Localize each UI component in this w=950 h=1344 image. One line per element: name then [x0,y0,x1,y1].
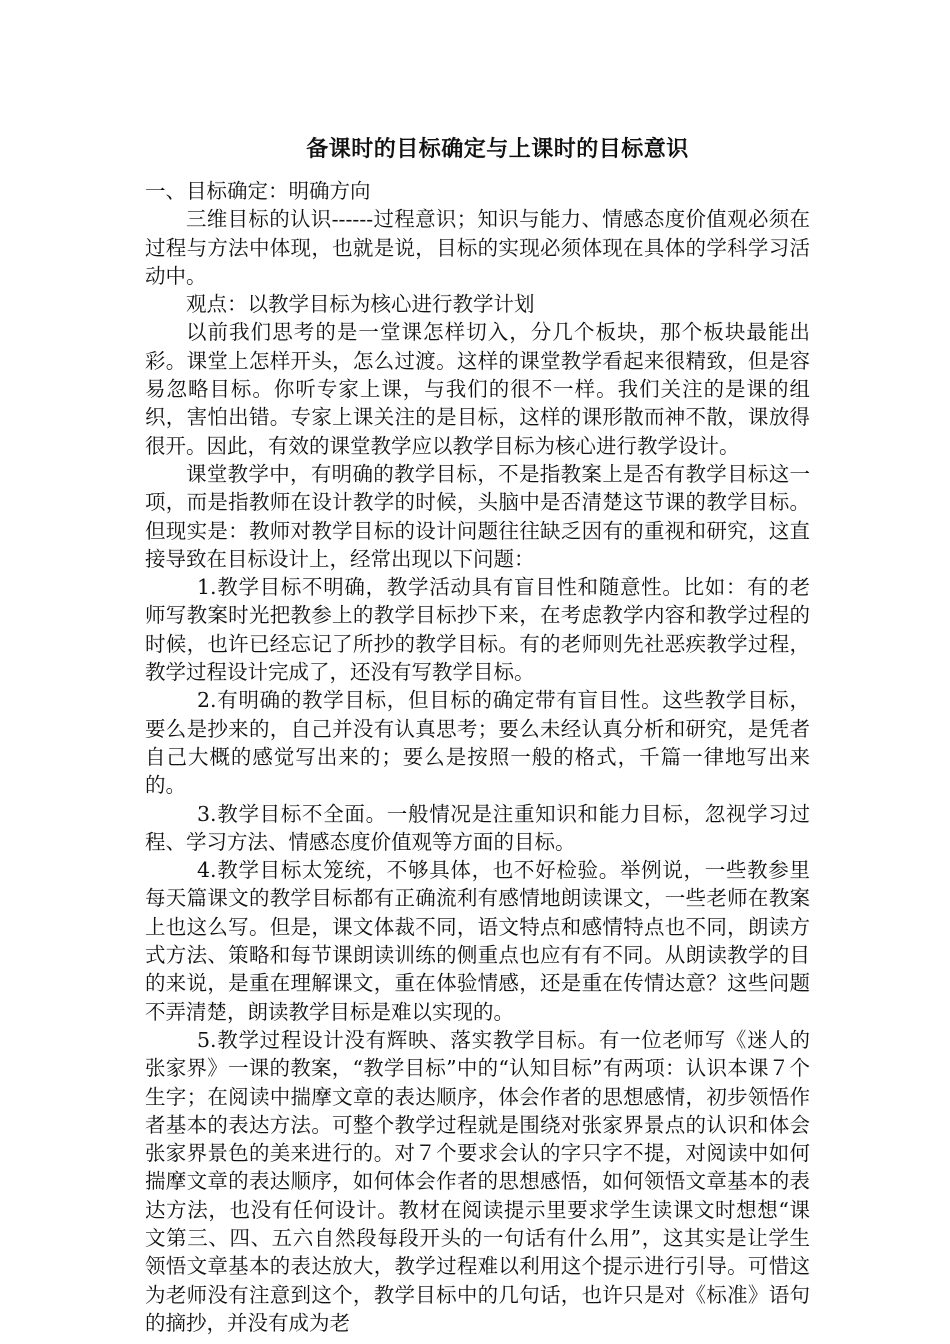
numbered-item-5: 5.教学过程设计没有辉映、落实教学目标。有一位老师写《迷人的张家界》一课的教案，“教学目标”中的“认知目标”有两项：认识本课７个生字；在阅读中揣摩文章的表达顺序，体会作者的思想感情，初步领悟作者基本的表达方法。可整个教学过程就是围绕对张家界景点的认识和体会张家界景色的美来进行的。对７个要求会认的字只字不提，对阅读中如何揣摩文章的表达顺序，如何体会作者的思想感悟，如何领悟文章基本的表达方法，也没有任何设计。教材在阅读提示里要求学生读课文时想想“课文第三、四、五六自然段每段开头的一句话有什么用”，这其实是让学生领悟文章基本的表达放大，教学过程难以利用这个提示进行引导。可惜这为老师没有注意到这个，教学目标中的几句话，也许只是对《标准》语句的摘抄，并没有成为老 [145,1027,810,1335]
numbered-item-2: 2.有明确的教学目标，但目标的确定带有盲目性。这些教学目标，要么是抄来的，自己并没有认真思考；要么未经认真分析和研究，是凭者自己大概的感觉写出来的；要么是按照一般的格式，千篇一律地写出来的。 [145,688,810,798]
paragraph-past-thinking: 以前我们思考的是一堂课怎样切入，分几个板块，那个板块最能出彩。课堂上怎样开头，怎么过渡。这样的课堂教学看起来很精致，但是容易忽略目标。你听专家上课，与我们的很不一样。我们关注的是课的组织，害怕出错。专家上课关注的是目标，这样的课形散而神不散，课放得很开。因此，有效的课堂教学应以教学目标为核心进行教学设计。 [145,320,810,458]
section-heading: 一、目标确定：明确方向 [145,179,371,203]
document-body [145,133,810,1337]
paragraph-classroom-goals: 课堂教学中，有明确的教学目标，不是指教案上是否有教学目标这一项，而是指教师在设计教学的时候，头脑中是否清楚这节课的教学目标。但现实是：教师对教学目标的设计问题往往缺乏因有的重视和研究，这直接导致在目标设计上，经常出现以下问题： [145,461,810,571]
numbered-item-1: 1.教学目标不明确，教学活动具有盲目性和随意性。比如：有的老师写教案时光把教参上的教学目标抄下来，在考虑教学内容和教学过程的时候，也许已经忘记了所抄的教学目标。有的老师则先社恶疾教学过程，教学过程设计完成了，还没有写教学目标。 [145,575,810,685]
numbered-item-4: 4.教学目标太笼统，不够具体，也不好检验。举例说，一些教参里每天篇课文的教学目标都有正确流利有感情地朗读课文，一些老师在教案上也这么写。但是，课文体裁不同，语文特点和感情特点也不同，朗读方式方法、策略和每节课朗读训练的侧重点也应有有不同。从朗读教学的目的来说，是重在理解课文，重在体验情感，还是重在传情达意？这些问题不弄清楚，朗读教学目标是难以实现的。 [145,858,810,1024]
numbered-item-3: 3.教学目标不全面。一般情况是注重知识和能力目标，忽视学习过程、学习方法、情感态度价值观等方面的目标。 [145,801,810,854]
paragraph-viewpoint: 观点：以教学目标为核心进行教学计划 [186,292,535,317]
page-title: 备课时的目标确定与上课时的目标意识 [306,137,689,162]
paragraph-three-dimensional-goals: 三维目标的认识------过程意识；知识与能力、情感态度价值观必须在过程与方法中体现，也就是说，目标的实现必须体现在具体的学科学习活动中。 [145,207,810,288]
